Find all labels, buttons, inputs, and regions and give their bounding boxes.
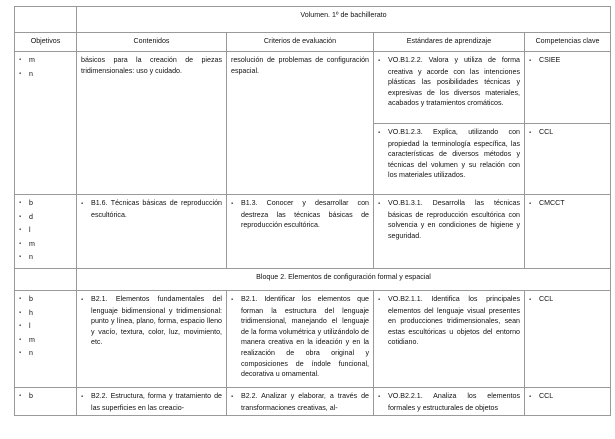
objetivos-cell xyxy=(15,291,77,388)
estandar-text: ▪ VO.B2.2.1. Analiza los elementos formales y estructurales de objetos xyxy=(378,391,520,413)
criterios-cell xyxy=(227,291,374,388)
competencia-cell xyxy=(525,52,611,124)
table-row xyxy=(15,388,611,416)
objetivo-item: ▪ n xyxy=(19,252,72,266)
criterios-text: ▪ B2.1. Identificar los elementos que forman la estructura del lenguaje tridimensional, manejando el lenguaje de la forma volumétrica y utilizándolo de manera creativa en la ideación y en la realización de obra original y composiciones de índole funcional, decorativa u ornamental. xyxy=(231,294,369,380)
column-header-criterios: Criterios de evaluación xyxy=(227,33,374,52)
criterios-text: ▪ B1.3. Conocer y desarrollar con destreza las técnicas básicas de reproducción escultórica. xyxy=(231,198,369,231)
estandar-text: ▪ VO.B1.2.2. Valora y utiliza de forma creativa y acorde con las intenciones plásticas las posibilidades técnicas y expresivas de los diversos materiales, acabados y tratamientos cromáticos. xyxy=(378,55,520,109)
objetivo-item: ▪ n xyxy=(19,348,72,362)
objetivo-item: ▪ b xyxy=(19,294,72,308)
objetivo-item: ▪ l xyxy=(19,225,72,239)
estandar-cell xyxy=(374,291,525,388)
competencia-cell xyxy=(525,291,611,388)
contenidos-cell: básicos para la creación de piezas tridimensionales: uso y cuidado. xyxy=(77,52,227,195)
objetivos-cell xyxy=(15,195,77,269)
column-header-objetivos: Objetivos xyxy=(15,33,77,52)
table-row xyxy=(15,291,611,388)
competencia-cell xyxy=(525,124,611,195)
estandar-text: ▪ VO.B2.1.1. Identifica los principales elementos del lenguaje visual presentes en producciones tridimensionales, sean estas escultóricas u objetos del entorno cotidiano. xyxy=(378,294,520,348)
empty-block-cell xyxy=(15,269,77,291)
column-header-contenidos: Contenidos xyxy=(77,33,227,52)
curriculum-table xyxy=(14,6,611,416)
column-header-estandares: Estándares de aprendizaje xyxy=(374,33,525,52)
contenidos-cell xyxy=(77,291,227,388)
objetivo-item: ▪ n xyxy=(19,69,72,83)
contenidos-text: ▪ B1.6. Técnicas básicas de reproducción escultórica. xyxy=(81,198,222,220)
objetivo-item: ▪ b xyxy=(19,391,72,405)
estandar-text: ▪ VO.B1.2.3. Explica, utilizando con propiedad la terminología específica, las características de diversos métodos y técnicas del volumen y su relación con los materiales utilizados. xyxy=(378,127,520,181)
competencia-text: ▪ CCL xyxy=(529,294,606,306)
contenidos-text: ▪ B2.1. Elementos fundamentales del lenguaje bidimensional y tridimensional: punto y línea, plano, forma, espacio lleno y vacío, textura, color, luz, movimiento, etc. xyxy=(81,294,222,348)
objetivo-item: ▪ m xyxy=(19,335,72,349)
block-title: Bloque 2. Elementos de configuración formal y espacial xyxy=(77,269,611,291)
objetivo-item: ▪ h xyxy=(19,308,72,322)
objetivo-item: ▪ l xyxy=(19,321,72,335)
objetivo-item: ▪ m xyxy=(19,55,72,69)
estandar-cell xyxy=(374,388,525,416)
objetivos-list xyxy=(19,55,72,82)
estandar-cell xyxy=(374,124,525,195)
objetivo-item: ▪ m xyxy=(19,239,72,253)
empty-corner-cell xyxy=(15,7,77,33)
table-row xyxy=(15,52,611,124)
objetivos-cell xyxy=(15,388,77,416)
title-row xyxy=(15,7,611,33)
competencia-text: ▪ CCL xyxy=(529,391,606,403)
criterios-cell xyxy=(227,388,374,416)
objetivos-list xyxy=(19,198,72,266)
competencia-text: ▪ CMCCT xyxy=(529,198,606,210)
criterios-cell: resolución de problemas de configuración espacial. xyxy=(227,52,374,195)
competencia-text: ▪ CCL xyxy=(529,127,606,139)
criterios-cell xyxy=(227,195,374,269)
contenidos-text: ▪ B2.2. Estructura, forma y tratamiento de las superficies en las creacio- xyxy=(81,391,222,413)
block-title-row xyxy=(15,269,611,291)
competencia-cell xyxy=(525,388,611,416)
table-row xyxy=(15,195,611,269)
column-header-row xyxy=(15,33,611,52)
estandar-text: ▪ VO.B1.3.1. Desarrolla las técnicas básicas de reproducción escultórica con solvencia y en condiciones de higiene y seguridad. xyxy=(378,198,520,241)
estandar-cell xyxy=(374,52,525,124)
competencia-text: ▪ CSIEE xyxy=(529,55,606,67)
objetivo-item: ▪ d xyxy=(19,212,72,226)
contenidos-cell xyxy=(77,388,227,416)
table-title: Volumen. 1º de bachillerato xyxy=(77,7,611,33)
objetivo-item: ▪ b xyxy=(19,198,72,212)
column-header-competencias: Competencias clave xyxy=(525,33,611,52)
objetivos-list xyxy=(19,391,72,405)
competencia-cell xyxy=(525,195,611,269)
criterios-text: ▪ B2.2. Analizar y elaborar, a través de transformaciones creativas, al- xyxy=(231,391,369,413)
estandar-cell xyxy=(374,195,525,269)
contenidos-cell xyxy=(77,195,227,269)
objetivos-cell xyxy=(15,52,77,195)
objetivos-list xyxy=(19,294,72,362)
